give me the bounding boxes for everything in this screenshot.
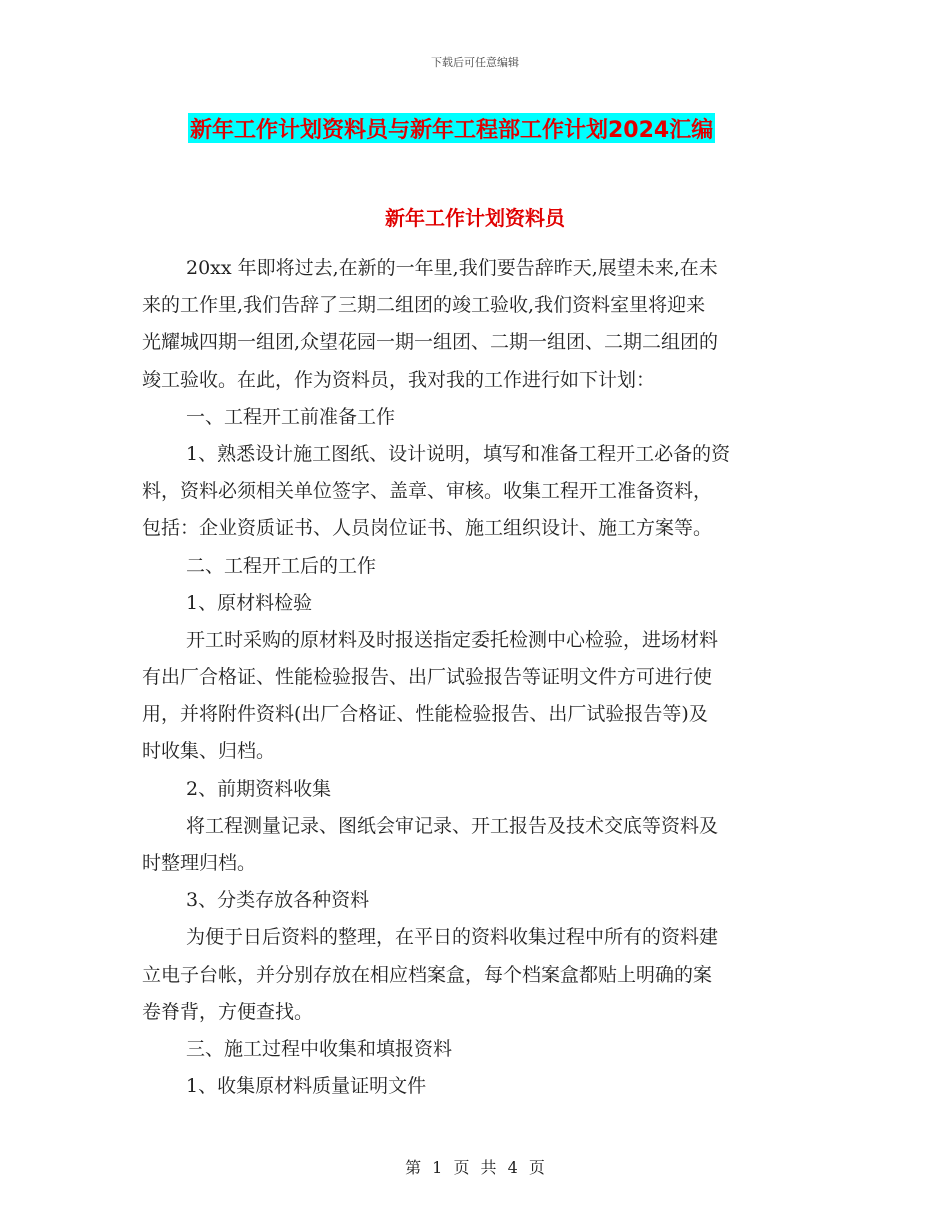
document-title-highlight [188, 113, 715, 143]
text-line: 时整理归档。 [142, 852, 257, 874]
text-line: 包括：企业资质证书、人员岗位证书、施工组织设计、施工方案等。 [142, 517, 713, 540]
text-line: 来的工作里,我们告辞了三期二组团的竣工验收,我们资料室里将迎来 [142, 294, 706, 317]
text-line: 为便于日后资料的整理，在平日的资料收集过程中所有的资料建 [186, 926, 719, 949]
text-line: 光耀城四期一组团,众望花园一期一组团、二期一组团、二期二组团的 [142, 331, 719, 354]
text-line: 二、工程开工后的工作 [186, 554, 377, 577]
text-line: 20xx 年即将过去,在新的一年里,我们要告辞昨天,展望未来,在未 [186, 257, 718, 279]
text-line: 时收集、归档。 [142, 740, 276, 763]
text-line: 有出厂合格证、性能检验报告、出厂试验报告等证明文件方可进行使 [142, 666, 713, 689]
text-line: 开工时采购的原材料及时报送指定委托检测中心检验，进场材料 [186, 628, 719, 651]
text-line: 三、施工过程中收集和填报资料 [186, 1037, 453, 1060]
body-text [142, 250, 807, 1105]
text-line: 1、原材料检验 [186, 591, 313, 614]
text-line: 用，并将附件资料(出厂合格证、性能检验报告、出厂试验报告等)及 [142, 703, 708, 726]
text-line: 1、熟悉设计施工图纸、设计说明，填写和准备工程开工必备的资 [186, 442, 731, 465]
text-line: 2、前期资料收集 [186, 777, 332, 800]
text-line: 卷脊背，方便查找。 [142, 1000, 314, 1023]
text-line: 一、工程开工前准备工作 [186, 405, 396, 428]
page-footer: 第 1 页 共 4 页 [405, 1158, 545, 1177]
text-line: 1、收集原材料质量证明文件 [186, 1075, 427, 1098]
text-line: 将工程测量记录、图纸会审记录、开工报告及技术交底等资料及 [186, 814, 719, 837]
text-line: 立电子台帐，并分别存放在相应档案盒，每个档案盒都贴上明确的案 [142, 963, 713, 986]
section-title: 新年工作计划资料员 [385, 206, 565, 230]
document-title: 新年工作计划资料员与新年工程部工作计划2024汇编 [190, 117, 714, 143]
text-line: 竣工验收。在此，作为资料员，我对我的工作进行如下计划： [142, 368, 656, 391]
page-header-note: 下载后可任意编辑 [431, 56, 519, 69]
text-line: 料，资料必须相关单位签字、盖章、审核。收集工程开工准备资料， [142, 480, 713, 503]
text-line: 3、分类存放各种资料 [186, 889, 370, 912]
